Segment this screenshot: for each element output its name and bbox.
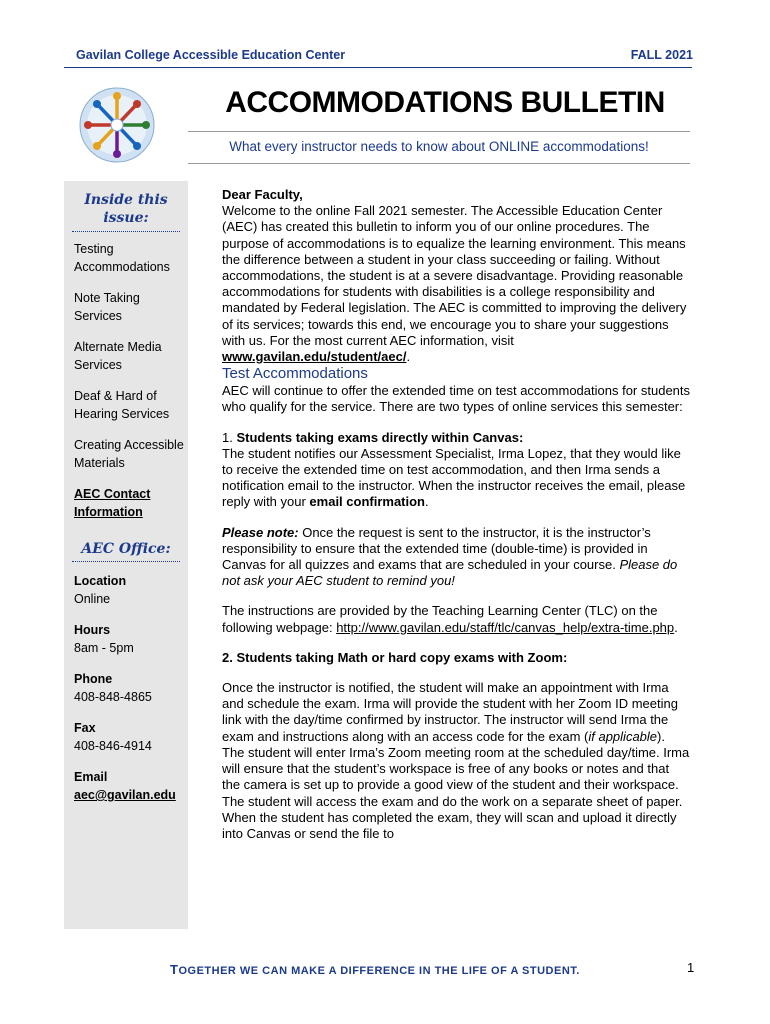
- tlc-paragraph: [222, 603, 690, 635]
- sidebar-inside-heading: Inside this issue:: [84, 192, 168, 226]
- aec-website-link[interactable]: www.gavilan.edu/student/aec/: [222, 349, 407, 365]
- phone-label: Phone: [74, 672, 113, 686]
- page-number: 1: [687, 960, 695, 975]
- sidebar-office-divider: [72, 561, 180, 562]
- sidebar-item-contact-info[interactable]: [74, 485, 188, 521]
- intro-end: .: [406, 349, 411, 365]
- greeting: [222, 187, 690, 203]
- intro-text: Welcome to the online Fall 2021 semester. The Accessible Education Center (AEC) has created this bulletin to inform you of our online procedures. The purpose of accommodations is to equalize the learning environment. This means the difference between a student in your class succeeding or failing. Without accommodations, the student is at a severe disadvantage. Providing reasonable accommodations for students with disabilities is a college responsibility and mandated by Federal legislation. The AEC is committed to improving the delivery of its services; towards this end, we encourage you to share your suggestions with us. For the most current AEC information, visit: [222, 203, 687, 348]
- sidebar-item-testing: [74, 240, 188, 276]
- fax-label: Fax: [74, 721, 96, 735]
- note-body: Once the request is sent to the instructor, it is the instructor’s responsibility to ensure that the extended time (double-time) is provided in Canvas for all quizzes and exams that are scheduled in your course.: [222, 524, 651, 573]
- sidebar: [64, 181, 188, 929]
- header-rule: [64, 67, 692, 68]
- item2-paragraph: [222, 680, 690, 842]
- aec-logo-icon: [79, 87, 155, 163]
- title-rule-top: [188, 131, 690, 132]
- sidebar-item-alternate-media: [74, 338, 188, 374]
- sidebar-item-label: Testing Accommodations: [74, 242, 170, 274]
- item1-heading: [222, 430, 690, 446]
- sidebar-item-accessible-materials: [74, 436, 188, 472]
- title-rule-bottom: [188, 163, 690, 164]
- contact-info-link[interactable]: AEC Contact Information: [74, 487, 151, 519]
- note-italic: Please do not ask your AEC student to remind you!: [222, 557, 678, 589]
- sidebar-item-note-taking: [74, 289, 188, 325]
- item1-bold: email confirmation: [309, 494, 425, 510]
- location-label: Location: [74, 574, 127, 588]
- footer-tagline: [170, 962, 580, 977]
- item2-title: 2. Students taking Math or hard copy exams with Zoom:: [222, 649, 568, 665]
- hours-label: Hours: [74, 623, 111, 637]
- hours-value: 8am - 5pm: [74, 641, 134, 655]
- footer-rest: OGETHER WE CAN MAKE A DIFFERENCE IN THE LIFE OF A STUDENT.: [178, 965, 580, 977]
- sidebar-item-label: Alternate Media Services: [74, 340, 162, 372]
- note-paragraph: [222, 525, 690, 590]
- phone-value: 408-848-4865: [74, 690, 152, 704]
- email-label: Email: [74, 770, 108, 784]
- header-org: Gavilan College Accessible Education Center: [76, 48, 346, 62]
- tlc-text: The instructions are provided by the Teaching Learning Center (TLC) on the following webpage:: [222, 603, 658, 635]
- sidebar-item-label: Creating Accessible Materials: [74, 438, 184, 470]
- location-value: Online: [74, 592, 111, 606]
- fax-value: 408-846-4914: [74, 739, 152, 753]
- tlc-end: .: [674, 619, 678, 635]
- sidebar-item-label: Deaf & Hard of Hearing Services: [74, 389, 170, 421]
- intro-paragraph: [222, 203, 690, 365]
- sidebar-divider: [72, 231, 180, 232]
- tlc-link[interactable]: http://www.gavilan.edu/staff/tlc/canvas_help/extra-time.php: [336, 619, 675, 635]
- main-content: [222, 187, 690, 842]
- item1-number: 1.: [222, 429, 237, 445]
- header-term: FALL 2021: [630, 48, 693, 62]
- item1-body: The student notifies our Assessment Specialist, Irma Lopez, that they would like to receive the extended time on test accommodation, and then Irma sends a notification email to the instructor. When the instructor receives the email, please reply with your: [222, 445, 686, 510]
- sidebar-item-label: Note Taking Services: [74, 291, 140, 323]
- item2-body-b: ). The student will enter Irma’s Zoom meeting room at the scheduled day/time. Irma will ensure that the student’s workspace is free of any books or notes and that the camera is set up to provide a good view of the student and their workspace. The student will access the exam and do the work on a separate sheet of paper. When the student has completed the exam, they will scan and upload it directly into Canvas or send the file to: [222, 728, 690, 841]
- page-subtitle: What every instructor needs to know about ONLINE accommodations!: [229, 139, 649, 154]
- page-title: ACCOMMODATIONS BULLETIN: [225, 86, 665, 119]
- sidebar-contents-list: [74, 240, 188, 521]
- office-info: [74, 572, 188, 804]
- item2-heading: [222, 650, 690, 666]
- section-title-test-accommodations: Test Accommodations: [222, 365, 368, 383]
- section-intro: AEC will continue to offer the extended time on test accommodations for students who qualify for the service. There are two types of online services this semester:: [222, 383, 691, 415]
- item1-title: Students taking exams directly within Canvas:: [236, 429, 524, 445]
- item1-end: .: [425, 494, 429, 510]
- footer-first-letter: T: [170, 962, 179, 977]
- sidebar-office-heading: AEC Office:: [81, 541, 171, 557]
- item2-italic: if applicable: [588, 728, 658, 744]
- sidebar-item-deaf-hard-of-hearing: [74, 387, 188, 423]
- greeting-text: Dear Faculty,: [222, 187, 303, 202]
- email-link[interactable]: aec@gavilan.edu: [74, 788, 176, 802]
- item1-paragraph: [222, 446, 690, 511]
- item2-body-a: Once the instructor is notified, the student will make an appointment with Irma and schedule the exam. Irma will provide the student with her Zoom ID meeting link with the day/time confirmed by instructor. The instructor will send Irma the exam and instructions along with an access code for the exam (: [222, 680, 678, 744]
- note-label: Please note:: [222, 524, 299, 540]
